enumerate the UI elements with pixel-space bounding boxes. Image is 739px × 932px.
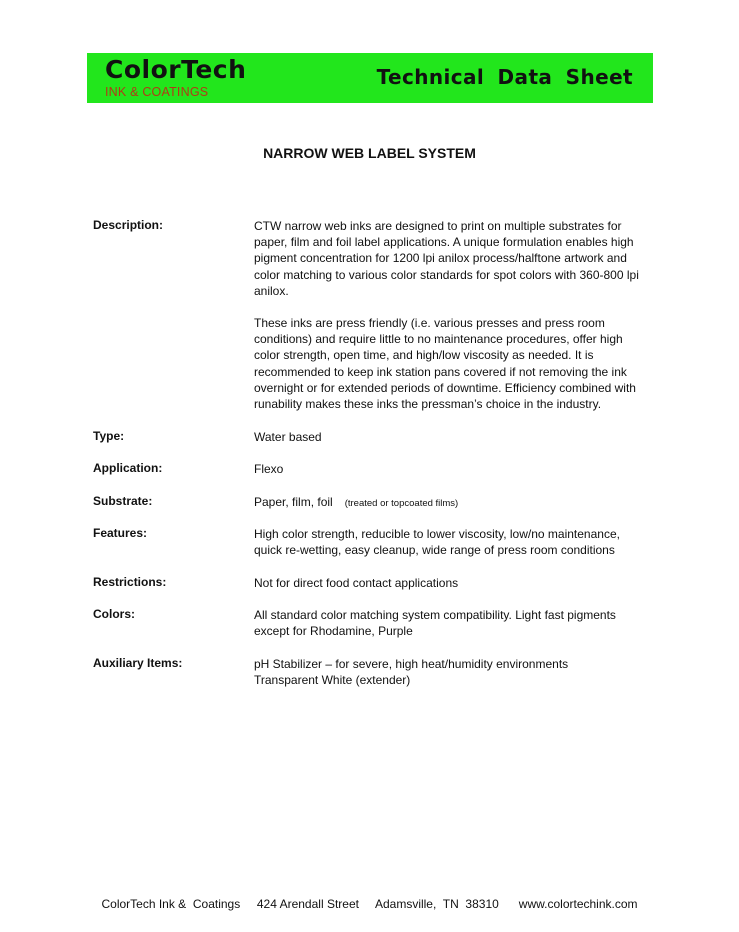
colors-value: All standard color matching system compatibility. Light fast pigments except for Rhodamine, Purple bbox=[254, 608, 616, 639]
auxiliary-items-value bbox=[254, 656, 649, 688]
description-label: Description: bbox=[93, 218, 164, 232]
description-value bbox=[254, 218, 649, 412]
restrictions-value: Not for direct food contact applications bbox=[254, 576, 459, 590]
auxiliary-item-1: pH Stabilizer – for severe, high heat/humidity environments bbox=[254, 657, 569, 671]
auxiliary-item-2: Transparent White (extender) bbox=[254, 673, 411, 688]
description-paragraph-1: CTW narrow web inks are designed to print on multiple substrates for paper, film and foil label applications. A unique formulation enables high pigment concentration for 1200 lpi anilox process/halftone artwork and color matching to various color standards for spot colors with 360-800 lpi anilox. bbox=[254, 219, 639, 298]
features-value: High color strength, reducible to lower viscosity, low/no maintenance, quick re-wetting, easy cleanup, wide range of press room conditions bbox=[254, 527, 620, 558]
company-logo: ColorTech bbox=[105, 55, 247, 84]
application-label: Application: bbox=[93, 461, 163, 475]
colors-label: Colors: bbox=[93, 607, 135, 621]
type-value: Water based bbox=[254, 430, 322, 444]
features-label: Features: bbox=[93, 526, 148, 540]
type-label: Type: bbox=[93, 429, 125, 443]
header-banner bbox=[87, 53, 653, 103]
footer-contact: ColorTech Ink & Coatings 424 Arendall Street Adamsville, TN 38310 www.colortechink.com bbox=[101, 897, 638, 911]
substrate-value bbox=[254, 494, 649, 512]
description-paragraph-2: These inks are press friendly (i.e. various presses and press room conditions) and require little to no maintenance procedures, offer high color strength, open time, and high/low viscosity as needed. It is recommended to keep ink station pans covered if not removing the ink overnight or for extended periods of downtime. Efficiency combined with runability makes these inks the pressman’s choice in the industry. bbox=[254, 316, 636, 412]
substrate-note: (treated or topcoated films) bbox=[344, 498, 459, 509]
document-title: NARROW WEB LABEL SYSTEM bbox=[263, 145, 476, 161]
company-logo-subtitle: INK & COATINGS bbox=[105, 85, 209, 99]
application-value: Flexo bbox=[254, 462, 284, 476]
substrate-label: Substrate: bbox=[93, 494, 153, 508]
restrictions-label: Restrictions: bbox=[93, 575, 167, 589]
substrate-text: Paper, film, foil bbox=[254, 495, 333, 509]
sheet-title: Technical Data Sheet bbox=[376, 65, 633, 89]
auxiliary-items-label: Auxiliary Items: bbox=[93, 656, 183, 670]
